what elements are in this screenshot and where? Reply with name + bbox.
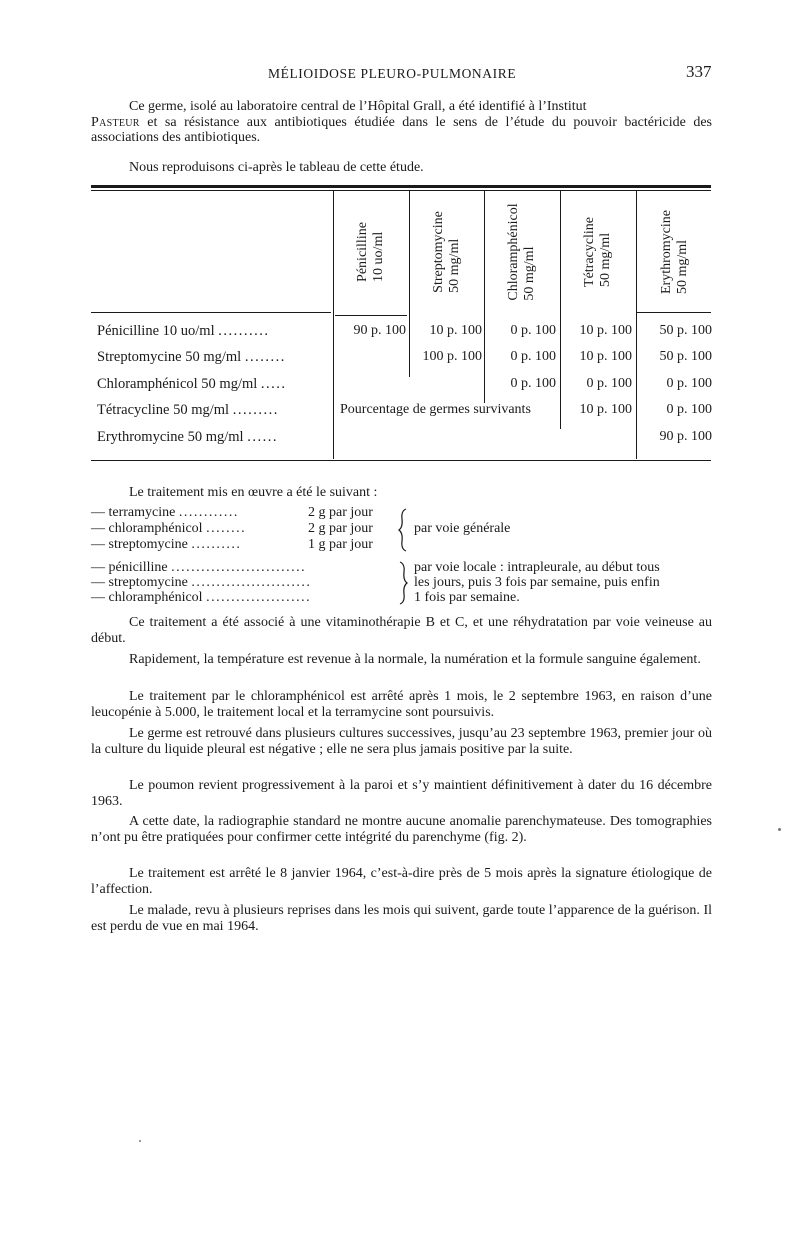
table-cell: 10 p. 100 (579, 402, 632, 417)
table-vline-1 (409, 191, 410, 377)
table-top-rule-thin (91, 190, 711, 191)
table-cell: 0 p. 100 (510, 349, 556, 364)
table-cell: 10 p. 100 (579, 349, 632, 364)
column-header-erythromycine: Erythromycine 50 mg/ml (659, 210, 690, 294)
table-vline-2 (484, 191, 485, 403)
row-label-streptomycine: Streptomycine 50 mg/ml ........ (97, 349, 286, 365)
table-cell: 90 p. 100 (353, 323, 406, 338)
treatment-item-terramycine: — terramycine ............ (91, 505, 239, 520)
print-speck (139, 1140, 141, 1142)
treatment-dose: 2 g par jour (308, 505, 373, 520)
intro-paragraph-1 (91, 99, 712, 146)
table-vline-3 (560, 191, 561, 429)
table-cell: 50 p. 100 (659, 349, 712, 364)
table-cell: 0 p. 100 (666, 402, 712, 417)
general-route-note: par voie générale (414, 521, 511, 536)
row-label-tetracycline: Tétracycline 50 mg/ml ......... (97, 402, 279, 418)
body-paragraph-7: Le traitement est arrêté le 8 janvier 1964, c’est-à-dire près de 5 mois après la signature étiologique de l’affection. (91, 866, 712, 897)
treatment-dose: 2 g par jour (308, 521, 373, 536)
body-paragraph-3: Le traitement par le chloramphénicol est arrêté après 1 mois, le 2 septembre 1963, en raison d’une leucopénie à 5.000, le traitement local et la terramycine sont poursuivis. (91, 689, 712, 720)
local-route-note-3: 1 fois par semaine. (414, 590, 520, 605)
treatment-item-chloramphenicol: — chloramphénicol ........ (91, 521, 247, 536)
table-vline-4 (636, 191, 637, 459)
column-header-chloramphenicol: Chloramphénicol 50 mg/ml (506, 203, 537, 301)
institute-name: Pasteur (91, 114, 140, 130)
table-cell: 100 p. 100 (422, 349, 482, 364)
intro-text-a: Ce germe, isolé au laboratoire central de l’Hôpital Grall, a été identifié à l’Institut (129, 99, 587, 114)
brace-general-icon (397, 507, 411, 553)
body-paragraph-1: Ce traitement a été associé à une vitaminothérapie B et C, et une réhydratation par voie veineuse au début. (91, 615, 712, 646)
table-vline-0 (333, 191, 334, 459)
table-cell: 0 p. 100 (510, 323, 556, 338)
intro-text-b: et sa résistance aux antibiotiques étudiée dans le sens de l’étude du pouvoir bactéricide des associations des antibiotiques. (91, 114, 712, 145)
table-cell: 0 p. 100 (510, 376, 556, 391)
row-label-chloramphenicol: Chloramphénicol 50 mg/ml ..... (97, 376, 287, 392)
table-cell: 50 p. 100 (659, 323, 712, 338)
table-cell: 10 p. 100 (429, 323, 482, 338)
column-header-streptomycine: Streptomycine 50 mg/ml (431, 211, 462, 293)
survivors-percentage-note: Pourcentage de germes survivants (340, 402, 531, 417)
running-header-title: MÉLIOIDOSE PLEURO-PULMONAIRE (268, 66, 517, 81)
print-speck (778, 828, 781, 831)
treatment-dose: 1 g par jour (308, 537, 373, 552)
table-top-rule (91, 185, 711, 188)
header-underline-col1 (335, 315, 407, 316)
body-paragraph-2: Rapidement, la température est revenue à la normale, la numération et la formule sanguine également. (129, 652, 701, 667)
table-cell: 0 p. 100 (586, 376, 632, 391)
table-bottom-rule (91, 460, 711, 461)
treatment-item-local-penicilline: — pénicilline ........................... (91, 560, 307, 575)
header-underline-col5 (637, 312, 711, 313)
brace-local-icon (397, 560, 411, 606)
row-label-erythromycine: Erythromycine 50 mg/ml ...... (97, 429, 278, 445)
column-header-tetracycline: Tétracycline 50 mg/ml (582, 217, 613, 287)
body-paragraph-5: Le poumon revient progressivement à la paroi et s’y maintient définitivement à dater du 16 décembre 1963. (91, 778, 712, 809)
row-label-penicilline: Pénicilline 10 uo/ml .......... (97, 323, 270, 339)
body-paragraph-6: A cette date, la radiographie standard ne montre aucune anomalie parenchymateuse. Des tomographies n’ont pu être pratiquées pour confirmer cette intégrité du parenchyme (fig. 2). (91, 814, 712, 845)
treatment-intro: Le traitement mis en œuvre a été le suivant : (129, 485, 378, 500)
column-header-penicilline: Pénicilline 10 uo/ml (355, 222, 386, 282)
body-paragraph-8: Le malade, revu à plusieurs reprises dans les mois qui suivent, garde toute l’apparence de la guérison. Il est perdu de vue en mai 1964. (91, 903, 712, 934)
local-route-note-1: par voie locale : intrapleurale, au début tous (414, 560, 660, 575)
treatment-item-local-chloramphenicol: — chloramphénicol ..................... (91, 590, 312, 605)
page-number: 337 (686, 62, 712, 81)
header-underline-stub (91, 312, 331, 313)
table-cell: 0 p. 100 (666, 376, 712, 391)
treatment-item-streptomycine: — streptomycine .......... (91, 537, 242, 552)
intro-paragraph-2: Nous reproduisons ci-après le tableau de cette étude. (129, 160, 424, 175)
table-cell: 10 p. 100 (579, 323, 632, 338)
treatment-item-local-streptomycine: — streptomycine ........................ (91, 575, 312, 590)
body-paragraph-4: Le germe est retrouvé dans plusieurs cultures successives, jusqu’au 23 septembre 1963, premier jour où la culture du liquide pleural est négative ; elle ne sera plus jamais positive par la suite. (91, 726, 712, 757)
local-route-note-2: les jours, puis 3 fois par semaine, puis enfin (414, 575, 660, 590)
table-cell: 90 p. 100 (659, 429, 712, 444)
